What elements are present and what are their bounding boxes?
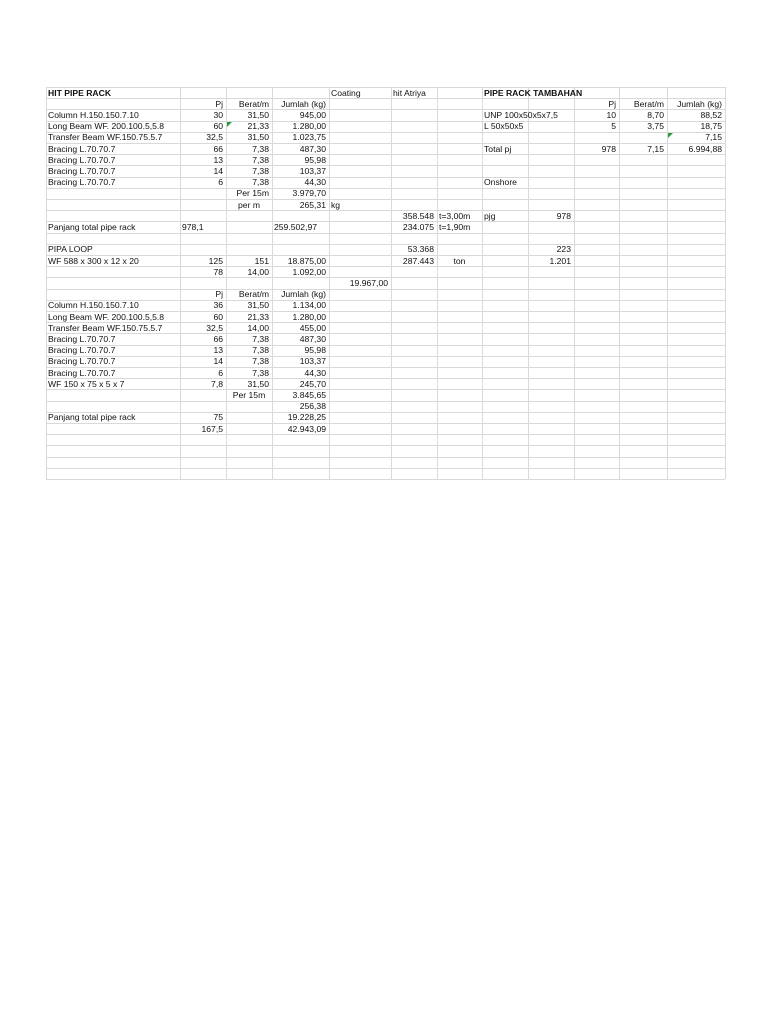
sheet-cell[interactable]: 14,00	[247, 266, 269, 277]
sheet-cell[interactable]: 8,70	[647, 110, 664, 120]
sheet-cell[interactable]: 19.967,00	[349, 278, 388, 288]
sheet-cell[interactable]: 487,30	[299, 334, 326, 344]
sheet-cell[interactable]: Bracing L.70.70.7	[48, 345, 116, 356]
sheet-cell[interactable]: 125	[208, 255, 223, 266]
sheet-cell[interactable]: kg	[331, 199, 341, 210]
sheet-cell[interactable]: 945,00	[299, 110, 326, 120]
gridline-horizontal	[46, 445, 725, 446]
sheet-cell[interactable]: 21,33	[247, 121, 269, 132]
sheet-cell[interactable]: 1.280,00	[292, 121, 326, 132]
sheet-cell[interactable]: 66	[213, 334, 223, 344]
sheet-cell[interactable]: Bracing L.70.70.7	[48, 367, 116, 378]
sheet-cell[interactable]: hit Atriya	[393, 87, 426, 98]
sheet-cell[interactable]: 3.845,65	[292, 390, 326, 400]
gridline-horizontal	[46, 199, 725, 200]
sheet-cell[interactable]: 234.075	[402, 222, 434, 232]
gridline-horizontal	[46, 468, 725, 469]
sheet-cell[interactable]: Long Beam WF. 200.100.5,5.8	[48, 311, 165, 322]
sheet-cell[interactable]: 32,5	[206, 322, 223, 333]
sheet-cell[interactable]: Berat/m	[238, 98, 269, 109]
sheet-cell[interactable]: Coating	[331, 87, 361, 98]
sheet-cell[interactable]: 7,15	[647, 143, 664, 154]
sheet-cell[interactable]: 78	[213, 266, 223, 277]
sheet-cell[interactable]: Bracing L.70.70.7	[48, 356, 116, 367]
gridline-horizontal	[46, 401, 725, 402]
sheet-cell[interactable]: 30	[213, 110, 223, 120]
sheet-cell[interactable]: Total pj	[484, 143, 512, 154]
sheet-cell[interactable]: 455,00	[299, 322, 326, 333]
sheet-cell[interactable]: 103,37	[299, 166, 326, 176]
sheet-cell[interactable]: t=3,00m	[439, 210, 471, 221]
gridline-vertical	[46, 87, 47, 479]
sheet-cell[interactable]: ton	[453, 255, 466, 266]
sheet-cell[interactable]: PIPA LOOP	[48, 244, 93, 255]
sheet-cell[interactable]: 7,38	[252, 356, 269, 367]
sheet-cell[interactable]: 7,15	[705, 132, 722, 143]
sheet-cell[interactable]: 14	[213, 356, 223, 367]
sheet-cell[interactable]: Long Beam WF. 200.100.5,5.8	[48, 121, 165, 132]
sheet-cell[interactable]: 7,38	[252, 143, 269, 154]
comment-indicator-icon[interactable]	[668, 133, 673, 138]
sheet-cell[interactable]: 75	[213, 412, 223, 423]
sheet-cell[interactable]: 7,8	[211, 378, 223, 389]
sheet-cell[interactable]: 6.994,88	[688, 143, 722, 154]
sheet-cell[interactable]: 88,52	[700, 110, 722, 120]
sheet-cell[interactable]: 978	[556, 210, 571, 221]
sheet-cell[interactable]: PIPE RACK TAMBAHAN	[484, 87, 583, 98]
sheet-cell[interactable]: 31,50	[247, 110, 269, 120]
sheet-cell[interactable]: 151	[254, 255, 269, 266]
sheet-cell[interactable]: t=1,90m	[439, 222, 471, 232]
sheet-cell[interactable]: 18,75	[700, 121, 722, 132]
sheet-cell[interactable]: 31,50	[247, 300, 269, 311]
sheet-cell[interactable]: 1.201	[549, 255, 571, 266]
sheet-cell[interactable]: pjg	[484, 210, 496, 221]
gridline-vertical	[437, 87, 438, 479]
sheet-cell[interactable]: 13	[213, 345, 223, 356]
sheet-cell[interactable]: 14	[213, 166, 223, 176]
sheet-cell[interactable]: 42.943,09	[287, 423, 326, 434]
sheet-cell[interactable]: 53.368	[407, 244, 434, 255]
sheet-cell[interactable]: Onshore	[484, 177, 517, 188]
sheet-cell[interactable]: 223	[556, 244, 571, 255]
sheet-cell[interactable]: 6	[218, 367, 223, 378]
sheet-cell[interactable]: 95,98	[304, 154, 326, 165]
gridline-vertical	[482, 87, 483, 479]
sheet-cell[interactable]: Jumlah (kg)	[281, 98, 326, 109]
sheet-cell[interactable]: Pj	[608, 98, 616, 109]
sheet-cell[interactable]: 7,38	[252, 154, 269, 165]
sheet-cell[interactable]: 31,50	[247, 132, 269, 143]
sheet-cell[interactable]: Pj	[215, 98, 223, 109]
sheet-cell[interactable]: 265,31	[299, 199, 326, 210]
sheet-cell[interactable]: 32,5	[206, 132, 223, 143]
sheet-cell[interactable]: Column H.150.150.7.10	[48, 110, 139, 120]
sheet-cell[interactable]: 21,33	[247, 311, 269, 322]
gridline-horizontal	[46, 479, 725, 480]
gridline-horizontal	[46, 87, 725, 88]
sheet-cell[interactable]: 358.548	[402, 210, 434, 221]
sheet-cell[interactable]: Bracing L.70.70.7	[48, 143, 116, 154]
sheet-cell[interactable]: 18.875,00	[287, 255, 326, 266]
sheet-cell[interactable]: 1.134,00	[292, 300, 326, 311]
sheet-cell[interactable]: Panjang total pipe rack	[48, 222, 136, 232]
sheet-cell[interactable]: 5	[611, 121, 616, 132]
sheet-cell[interactable]: 1.280,00	[292, 311, 326, 322]
sheet-cell[interactable]: 19.228,25	[287, 412, 326, 423]
sheet-cell[interactable]: Transfer Beam WF.150.75.5.7	[48, 132, 163, 143]
sheet-cell[interactable]: HIT PIPE RACK	[48, 87, 112, 98]
sheet-cell[interactable]: 31,50	[247, 378, 269, 389]
sheet-cell[interactable]: 167,5	[201, 423, 223, 434]
sheet-cell[interactable]: Jumlah (kg)	[281, 289, 326, 300]
gridline-vertical	[391, 87, 392, 479]
sheet-cell[interactable]: per m	[238, 199, 260, 210]
sheet-cell[interactable]: 60	[213, 311, 223, 322]
sheet-cell[interactable]: WF 588 x 300 x 12 x 20	[48, 255, 139, 266]
sheet-cell[interactable]: 36	[213, 300, 223, 311]
sheet-cell[interactable]: Pj	[215, 289, 223, 300]
sheet-cell[interactable]: 7,38	[252, 334, 269, 344]
sheet-cell[interactable]: 3,75	[647, 121, 664, 132]
sheet-cell[interactable]: 256,38	[299, 401, 326, 412]
sheet-cell[interactable]: 66	[213, 143, 223, 154]
sheet-cell[interactable]: 245,70	[299, 378, 326, 389]
sheet-cell[interactable]: 7,38	[252, 166, 269, 176]
sheet-cell[interactable]: Column H.150.150.7.10	[48, 300, 139, 311]
sheet-cell[interactable]: 287.443	[402, 255, 434, 266]
sheet-cell[interactable]: UNP 100x50x5x7,5	[484, 110, 558, 120]
sheet-cell[interactable]: 7,38	[252, 345, 269, 356]
sheet-cell[interactable]: 103,37	[299, 356, 326, 367]
sheet-cell[interactable]: Berat/m	[633, 98, 664, 109]
sheet-cell[interactable]: 95,98	[304, 345, 326, 356]
sheet-cell[interactable]: 7,38	[252, 367, 269, 378]
sheet-cell[interactable]: L 50x50x5	[484, 121, 524, 132]
sheet-cell[interactable]: WF 150 x 75 x 5 x 7	[48, 378, 125, 389]
gridline-vertical	[528, 87, 529, 479]
sheet-cell[interactable]: Bracing L.70.70.7	[48, 166, 116, 176]
sheet-cell[interactable]: 3.979,70	[292, 188, 326, 199]
gridline-vertical	[725, 87, 726, 479]
sheet-cell[interactable]: Per 15m	[232, 390, 266, 400]
sheet-cell[interactable]: Transfer Beam WF.150.75.5.7	[48, 322, 163, 333]
sheet-cell[interactable]: 7,38	[252, 177, 269, 188]
sheet-cell[interactable]: 259.502,97	[274, 222, 318, 232]
sheet-cell[interactable]: Berat/m	[238, 289, 269, 300]
sheet-cell[interactable]: 978,1	[182, 222, 204, 232]
sheet-cell[interactable]: 1.092,00	[292, 266, 326, 277]
sheet-cell[interactable]: 44,30	[304, 177, 326, 188]
sheet-cell[interactable]: 10	[606, 110, 616, 120]
gridline-horizontal	[46, 457, 725, 458]
sheet-cell[interactable]: 14,00	[247, 322, 269, 333]
sheet-cell[interactable]: 60	[213, 121, 223, 132]
sheet-cell[interactable]: Jumlah (kg)	[677, 98, 722, 109]
sheet-cell[interactable]: 13	[213, 154, 223, 165]
sheet-cell[interactable]: 1.023,75	[292, 132, 326, 143]
sheet-cell[interactable]: 978	[601, 143, 616, 154]
sheet-cell[interactable]: Panjang total pipe rack	[48, 412, 136, 423]
sheet-cell[interactable]: Bracing L.70.70.7	[48, 154, 116, 165]
sheet-cell[interactable]: Bracing L.70.70.7	[48, 177, 116, 188]
sheet-cell[interactable]: 487,30	[299, 143, 326, 154]
sheet-cell[interactable]: 44,30	[304, 367, 326, 378]
sheet-cell[interactable]: Per 15m	[236, 188, 269, 199]
sheet-cell[interactable]: 6	[218, 177, 223, 188]
sheet-cell[interactable]: Bracing L.70.70.7	[48, 334, 116, 344]
